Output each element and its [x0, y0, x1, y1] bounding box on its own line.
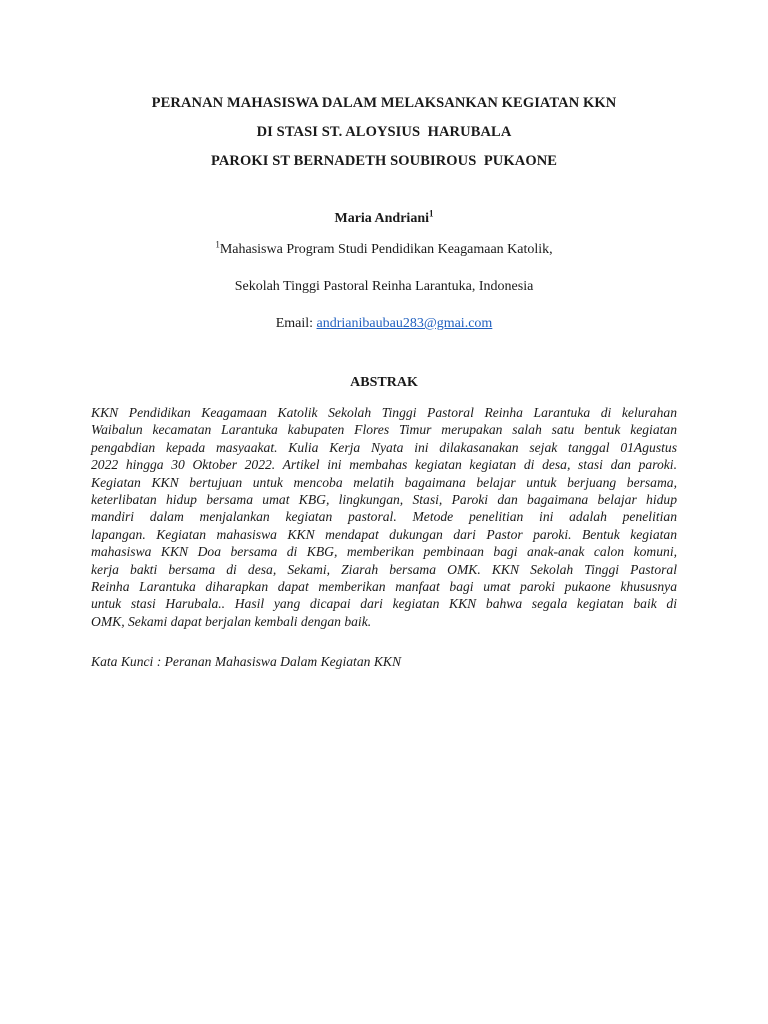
affiliation-text-1: Mahasiswa Program Studi Pendidikan Keagamaan Katolik, — [219, 242, 553, 257]
abstract-line: Kegiatan KKN bertujuan untuk mencoba melatih bagaimana belajar untuk berjuang bersama, — [91, 474, 677, 490]
email-label: Email: — [275, 316, 317, 331]
abstract-line: untuk stasi Harubala.. Hasil yang dicapai dari kegiatan KKN bahwa segala kegiatan baik di — [91, 596, 677, 612]
abstract-line: keterlibatan hidup bersama umat KBG, lingkungan, Stasi, Paroki dan bagaimana belajar hidup — [91, 492, 677, 508]
affiliation-superscript: 1 — [215, 239, 220, 250]
abstract-line: Reinha Larantuka diharapkan dapat memberikan manfaat bagi umat paroki pukaone khususnya — [91, 579, 677, 595]
abstract-line: kerja bakti bersama di desa, Sekami, Ziarah bersama OMK. KKN Sekolah Tinggi Pastoral — [91, 561, 677, 577]
title-line-2: DI STASI ST. ALOYSIUS HARUBALA — [256, 124, 512, 140]
abstract-line: lapangan. Kegiatan mahasiswa KKN mendapat dukungan dari Pastor paroki. Bentuk kegiatan — [91, 526, 677, 542]
abstract-line: KKN Pendidikan Keagamaan Katolik Sekolah Tinggi Pastoral Reinha Larantuka di kelurahan — [91, 405, 677, 420]
affiliation-line-2: Sekolah Tinggi Pastoral Reinha Larantuka, Indonesia — [234, 279, 534, 294]
keywords: Kata Kunci : Peranan Mahasiswa Dalam Kegiatan KKN — [91, 654, 402, 669]
author-superscript: 1 — [429, 208, 434, 219]
email-link[interactable]: andrianibaubau283@gmai.com — [316, 316, 493, 331]
title-line-3: PAROKI ST BERNADETH SOUBIROUS PUKAONE — [210, 153, 558, 169]
email-line — [0, 316, 768, 332]
affiliation-line-1 — [0, 239, 768, 258]
author-name — [0, 208, 768, 227]
abstract-heading: ABSTRAK — [350, 375, 418, 390]
abstract-line: mahasiswa KKN Doa bersama di KBG, memberikan pembinaan bagi anak-anak calon komuni, — [91, 544, 677, 560]
title-line-1: PERANAN MAHASISWA DALAM MELAKSANKAN KEGIATAN KKN — [151, 95, 617, 111]
abstract-line: Waibalun kecamatan Larantuka kabupaten Flores Timur merupakan salah satu bentuk kegiatan — [91, 422, 677, 438]
abstract-line: OMK, Sekami dapat berjalan kembali dengan baik. — [91, 613, 372, 629]
abstract-body — [91, 404, 677, 630]
abstract-line: pengabdian kepada masyaakat. Kulia Kerja Nyata ini dilakasanakan sejak tanggal 01Agustus — [91, 439, 677, 455]
abstract-line: 2022 hingga 30 Oktober 2022. Artikel ini membahas kegiatan kegiatan di desa, stasi dan paroki. — [91, 457, 677, 473]
abstract-line: mandiri dalam menjalankan kegiatan pastoral. Metode penelitian ini adalah penelitian — [91, 509, 677, 525]
author-name-text: Maria Andriani — [334, 211, 429, 226]
